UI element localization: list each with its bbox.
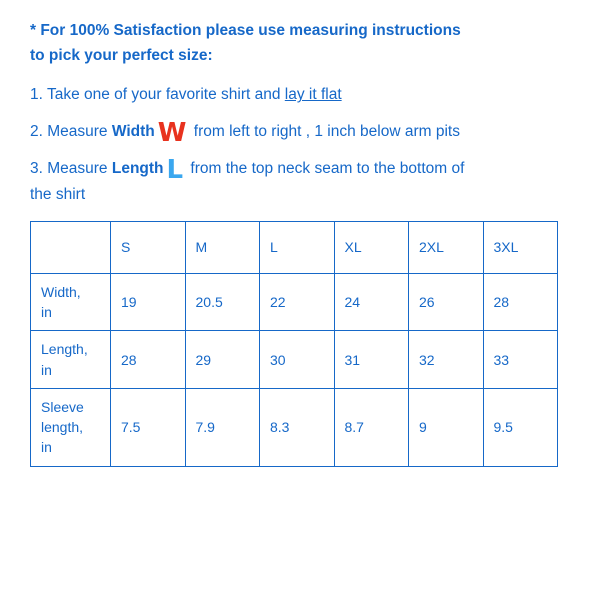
row-header-line-1: Sleeve xyxy=(41,398,84,415)
row-header-line-2: in xyxy=(41,303,52,320)
table-cell: 26 xyxy=(409,273,484,331)
step-1-number: 1. xyxy=(30,86,43,104)
table-row-header-length xyxy=(31,331,111,389)
table-row xyxy=(31,273,558,331)
table-cell: 29 xyxy=(185,331,260,389)
table-cell: 33 xyxy=(483,331,558,389)
row-header-line-1: Width, xyxy=(41,283,81,300)
intro-line-2: to pick your perfect size: xyxy=(30,47,213,65)
row-header-line-1: Length, xyxy=(41,341,88,358)
step-3-number: 3. xyxy=(30,160,43,178)
table-col-header-l: L xyxy=(260,221,335,273)
row-header-line-3: in xyxy=(41,439,52,456)
table-cell: 22 xyxy=(260,273,335,331)
length-letter-icon: L xyxy=(166,155,184,186)
table-col-header-m: M xyxy=(185,221,260,273)
table-cell: 7.9 xyxy=(185,388,260,466)
table-cell: 24 xyxy=(334,273,409,331)
step-2 xyxy=(30,118,570,149)
table-cell: 31 xyxy=(334,331,409,389)
table-col-header-xl: XL xyxy=(334,221,409,273)
intro-text xyxy=(30,18,570,68)
table-cell: 28 xyxy=(483,273,558,331)
table-corner-cell xyxy=(31,221,111,273)
table-cell: 19 xyxy=(111,273,186,331)
table-cell: 28 xyxy=(111,331,186,389)
table-col-header-2xl: 2XL xyxy=(409,221,484,273)
step-1-underlined-text: lay it flat xyxy=(284,86,342,104)
step-2-text-post: from left to right , 1 inch below arm pits xyxy=(189,123,460,141)
row-header-line-2: in xyxy=(41,361,52,378)
step-2-number: 2. xyxy=(30,123,43,141)
table-cell: 7.5 xyxy=(111,388,186,466)
row-header-line-2: length, xyxy=(41,419,84,436)
step-1 xyxy=(30,82,570,107)
table-cell: 8.7 xyxy=(334,388,409,466)
table-row xyxy=(31,388,558,466)
table-col-header-s: S xyxy=(111,221,186,273)
table-row xyxy=(31,331,558,389)
step-2-keyword: Width xyxy=(111,123,155,141)
intro-line-1: * For 100% Satisfaction please use measuring instructions xyxy=(30,22,461,39)
table-cell: 9.5 xyxy=(483,388,558,466)
table-cell: 30 xyxy=(260,331,335,389)
step-3-text-pre: Measure xyxy=(47,160,112,178)
table-row-header-sleeve-length xyxy=(31,388,111,466)
step-3-text-post: from the top neck seam to the bottom of xyxy=(186,160,465,178)
table-row-header-width xyxy=(31,273,111,331)
step-3 xyxy=(30,156,570,206)
size-table xyxy=(30,221,558,467)
table-cell: 8.3 xyxy=(260,388,335,466)
step-2-text-pre: Measure xyxy=(47,123,112,141)
table-cell: 9 xyxy=(409,388,484,466)
table-col-header-3xl: 3XL xyxy=(483,221,558,273)
width-letter-icon: W xyxy=(157,118,187,149)
table-header-row xyxy=(31,221,558,273)
table-cell: 32 xyxy=(409,331,484,389)
step-3-text-post2: the shirt xyxy=(30,185,86,203)
table-cell: 20.5 xyxy=(185,273,260,331)
step-1-text: Take one of your favorite shirt and xyxy=(46,86,285,104)
step-3-keyword: Length xyxy=(111,160,164,178)
